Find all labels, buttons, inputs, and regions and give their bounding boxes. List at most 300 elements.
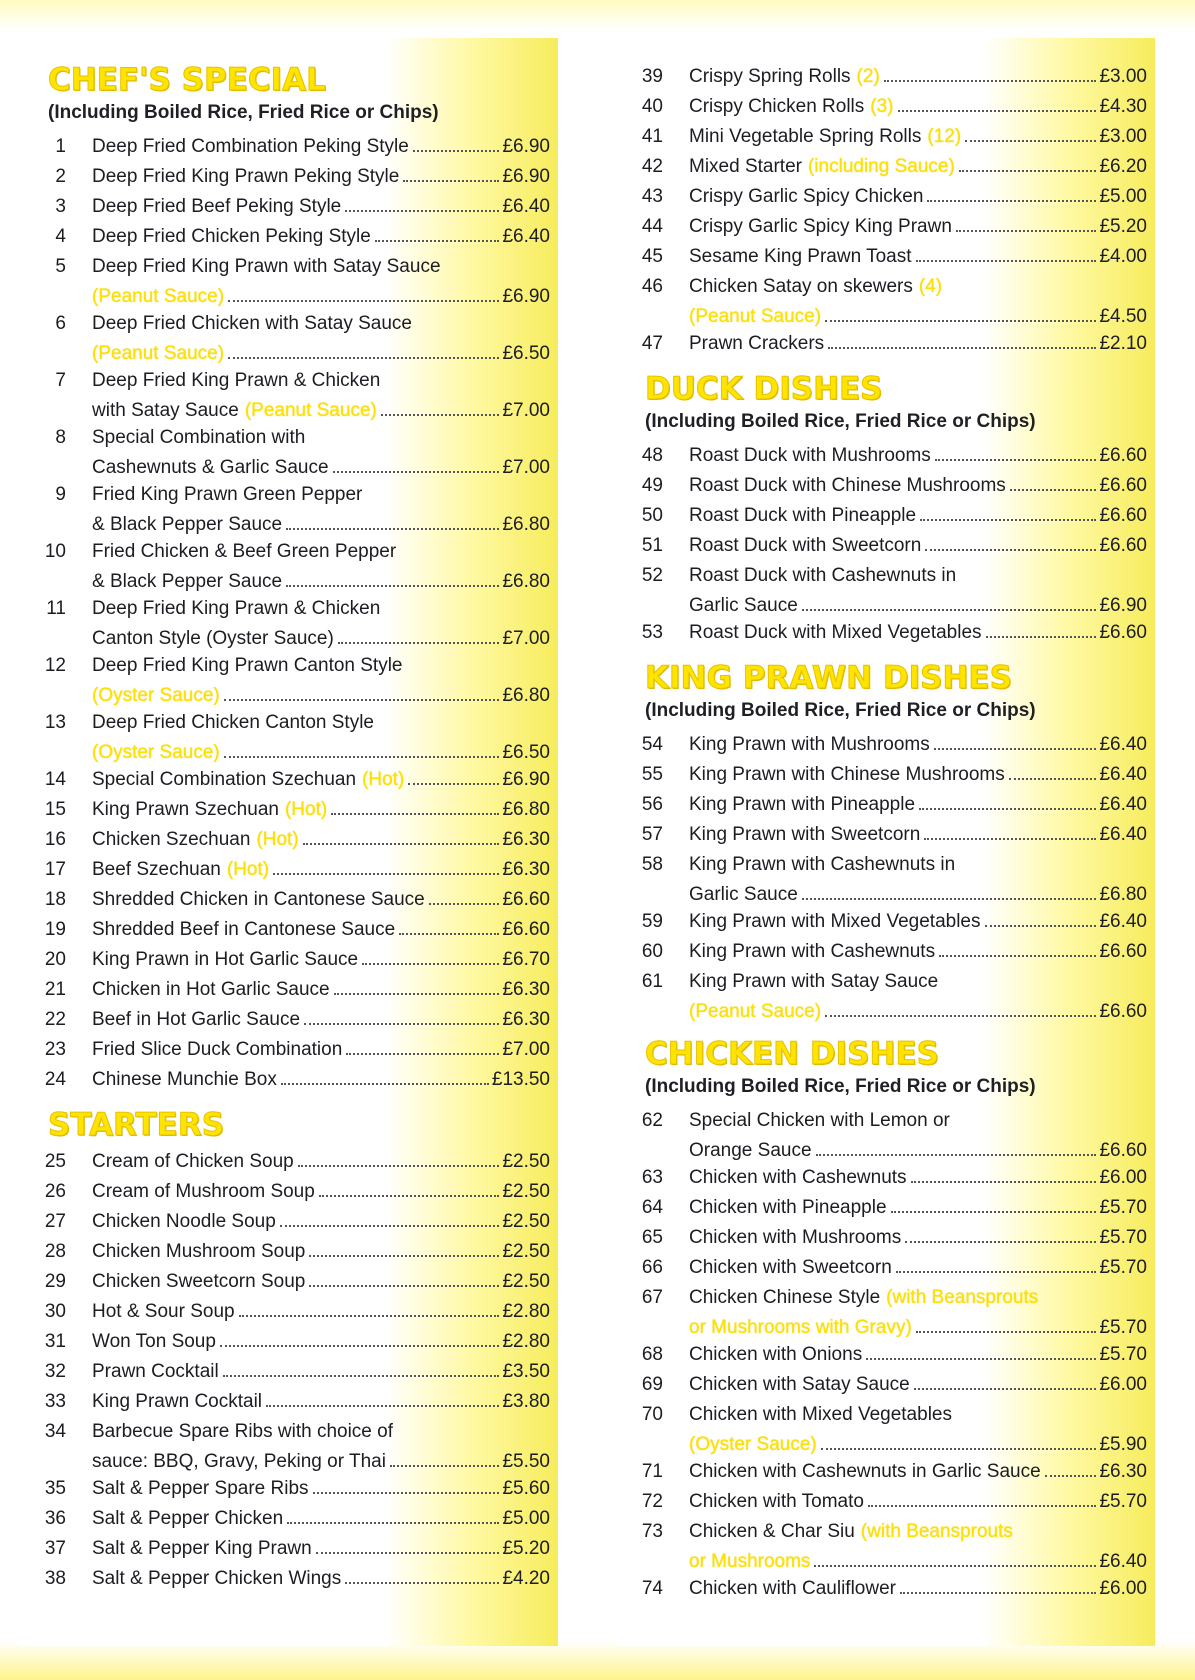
item-note: (4) — [918, 276, 943, 297]
item-number: 32 — [44, 1361, 66, 1382]
item-name: with Satay Sauce — [92, 400, 239, 421]
menu-item — [637, 242, 1147, 272]
item-name: Crispy Spring Rolls — [689, 66, 851, 87]
item-line — [92, 1267, 550, 1297]
menu-item — [40, 1237, 550, 1267]
item-price: £6.40 — [1099, 764, 1147, 785]
dot-leader — [280, 1225, 500, 1227]
item-name: Chicken with Mushrooms — [689, 1227, 902, 1248]
item-line — [92, 282, 550, 312]
item-price: £5.00 — [1099, 186, 1147, 207]
item-number: 8 — [55, 427, 66, 448]
item-name: King Prawn with Cashewnuts — [689, 941, 936, 962]
item-name: Special Combination Szechuan — [92, 769, 357, 790]
item-line — [92, 222, 550, 252]
menu-item — [40, 795, 550, 825]
item-number: 55 — [641, 764, 663, 785]
menu-item — [637, 1253, 1147, 1283]
item-line — [689, 471, 1147, 501]
item-number: 21 — [44, 979, 66, 1000]
item-number: 34 — [44, 1421, 66, 1442]
item-price: £6.40 — [1099, 734, 1147, 755]
item-price: £5.00 — [502, 1508, 550, 1529]
item-name: Chicken with Onions — [689, 1344, 863, 1365]
item-name: Roast Duck with Cashewnuts in — [689, 565, 957, 586]
dot-leader — [390, 1465, 500, 1467]
item-number: 41 — [641, 126, 663, 147]
item-number: 47 — [641, 333, 663, 354]
item-line — [92, 594, 550, 624]
item-name: sauce: BBQ, Gravy, Peking or Thai — [92, 1451, 386, 1472]
section-title: DUCK DISHES — [645, 371, 883, 407]
item-number: 70 — [641, 1404, 663, 1425]
menu-item — [637, 1223, 1147, 1253]
item-name: Cream of Mushroom Soup — [92, 1181, 315, 1202]
menu-item — [40, 1035, 550, 1065]
item-line — [689, 937, 1147, 967]
dot-leader — [828, 347, 1096, 349]
item-number: 54 — [641, 734, 663, 755]
item-line — [92, 396, 550, 426]
item-name: Mixed Starter — [689, 156, 802, 177]
menu-item — [637, 212, 1147, 242]
menu-item — [637, 907, 1147, 937]
item-line — [92, 855, 550, 885]
item-price: £3.00 — [1099, 66, 1147, 87]
item-name: Beef Szechuan — [92, 859, 221, 880]
dot-leader — [814, 1565, 1096, 1567]
dot-leader — [403, 180, 499, 182]
dot-leader — [313, 1492, 500, 1494]
item-name: King Prawn with Mixed Vegetables — [689, 911, 981, 932]
item-price: £4.00 — [1099, 246, 1147, 267]
item-number: 65 — [641, 1227, 663, 1248]
item-number: 26 — [44, 1181, 66, 1202]
item-number: 57 — [641, 824, 663, 845]
item-line — [92, 366, 550, 396]
item-price: £6.30 — [502, 859, 550, 880]
dot-leader — [924, 838, 1096, 840]
item-price: £6.50 — [502, 742, 550, 763]
item-number: 31 — [44, 1331, 66, 1352]
item-price: £6.20 — [1099, 156, 1147, 177]
item-number: 58 — [641, 854, 663, 875]
dot-leader — [286, 585, 499, 587]
item-name: Sesame King Prawn Toast — [689, 246, 912, 267]
item-note: (Peanut Sauce) — [92, 343, 225, 364]
item-price: £6.40 — [1099, 794, 1147, 815]
menu-item — [40, 855, 550, 885]
item-line — [689, 820, 1147, 850]
item-number: 52 — [641, 565, 663, 586]
item-name: Deep Fried Beef Peking Style — [92, 196, 342, 217]
item-number: 3 — [55, 196, 66, 217]
menu-item — [637, 62, 1147, 92]
item-line — [689, 272, 1147, 302]
item-name: & Black Pepper Sauce — [92, 514, 283, 535]
item-name: Salt & Pepper Spare Ribs — [92, 1478, 309, 1499]
item-price: £2.50 — [502, 1151, 550, 1172]
item-line — [689, 122, 1147, 152]
dot-leader — [309, 1285, 499, 1287]
item-name: Chicken with Tomato — [689, 1491, 864, 1512]
item-price: £2.50 — [502, 1241, 550, 1262]
item-number: 38 — [44, 1568, 66, 1589]
item-number: 67 — [641, 1287, 663, 1308]
menu-item — [40, 708, 550, 765]
item-line — [92, 1474, 550, 1504]
item-price: £6.40 — [1099, 1551, 1147, 1572]
menu-item — [40, 537, 550, 594]
item-line — [689, 182, 1147, 212]
item-price: £2.50 — [502, 1271, 550, 1292]
item-line — [92, 132, 550, 162]
item-number: 42 — [641, 156, 663, 177]
item-line — [92, 1207, 550, 1237]
dot-leader — [345, 210, 499, 212]
menu-item — [637, 329, 1147, 359]
dot-leader — [429, 903, 500, 905]
item-price: £6.30 — [502, 979, 550, 1000]
item-name: Chicken with Pineapple — [689, 1197, 887, 1218]
item-number: 45 — [641, 246, 663, 267]
item-number: 30 — [44, 1301, 66, 1322]
item-number: 62 — [641, 1110, 663, 1131]
item-name: Crispy Garlic Spicy King Prawn — [689, 216, 952, 237]
item-name: Deep Fried Chicken Peking Style — [92, 226, 371, 247]
dot-leader — [925, 549, 1096, 551]
item-name: Salt & Pepper Chicken Wings — [92, 1568, 342, 1589]
menu-item — [40, 1297, 550, 1327]
item-price: £6.80 — [1099, 884, 1147, 905]
item-name: King Prawn with Satay Sauce — [689, 971, 939, 992]
item-number: 60 — [641, 941, 663, 962]
item-line — [92, 567, 550, 597]
item-line — [689, 1517, 1147, 1547]
item-line — [92, 1065, 550, 1095]
item-name: King Prawn with Mushrooms — [689, 734, 930, 755]
menu-item — [637, 471, 1147, 501]
item-name: Fried Slice Duck Combination — [92, 1039, 343, 1060]
menu-item — [40, 1564, 550, 1594]
item-name: Salt & Pepper Chicken — [92, 1508, 284, 1529]
menu-item — [637, 937, 1147, 967]
item-price: £6.60 — [1099, 535, 1147, 556]
menu-item — [637, 1193, 1147, 1223]
dot-leader — [911, 1181, 1097, 1183]
item-note: (with Beansprouts — [860, 1521, 1013, 1542]
item-number: 46 — [641, 276, 663, 297]
item-line — [92, 1447, 550, 1477]
menu-item — [40, 1387, 550, 1417]
item-name: Chicken with Sweetcorn — [689, 1257, 892, 1278]
menu-item — [40, 1177, 550, 1207]
menu-item — [637, 1283, 1147, 1340]
menu-item — [637, 820, 1147, 850]
item-number: 15 — [44, 799, 66, 820]
item-line — [92, 1237, 550, 1267]
item-line — [92, 915, 550, 945]
dot-leader — [1009, 778, 1097, 780]
item-line — [92, 945, 550, 975]
item-price: £4.50 — [1099, 306, 1147, 327]
item-line — [689, 1223, 1147, 1253]
dot-leader — [919, 808, 1096, 810]
item-price: £4.20 — [502, 1568, 550, 1589]
item-line — [92, 1005, 550, 1035]
item-number: 24 — [44, 1069, 66, 1090]
menu-item — [637, 1106, 1147, 1163]
dot-leader — [802, 609, 1097, 611]
item-line — [689, 212, 1147, 242]
dot-leader — [884, 80, 1097, 82]
item-line — [689, 1163, 1147, 1193]
item-name: Chicken & Char Siu — [689, 1521, 855, 1542]
dot-leader — [319, 1195, 500, 1197]
item-price: £7.00 — [502, 1039, 550, 1060]
item-price: £6.90 — [502, 166, 550, 187]
dot-leader — [896, 1271, 1097, 1273]
item-number: 40 — [641, 96, 663, 117]
menu-item — [637, 850, 1147, 907]
item-line — [689, 1283, 1147, 1313]
item-number: 37 — [44, 1538, 66, 1559]
item-name: Chicken Satay on skewers — [689, 276, 913, 297]
item-note: (Oyster Sauce) — [689, 1434, 817, 1455]
item-name: Garlic Sauce — [689, 884, 798, 905]
item-price: £2.50 — [502, 1211, 550, 1232]
item-line — [689, 1340, 1147, 1370]
item-name: Chicken with Mixed Vegetables — [689, 1404, 952, 1425]
item-line — [689, 1313, 1147, 1343]
dot-leader — [408, 783, 499, 785]
item-line — [689, 242, 1147, 272]
item-number: 11 — [46, 598, 66, 619]
section-title: STARTERS — [48, 1107, 225, 1143]
item-line — [689, 1487, 1147, 1517]
dot-leader — [334, 993, 500, 995]
menu-item — [637, 790, 1147, 820]
item-name: King Prawn Szechuan — [92, 799, 279, 820]
item-line — [689, 790, 1147, 820]
item-name: Prawn Crackers — [689, 333, 825, 354]
item-price: £7.00 — [502, 628, 550, 649]
dot-leader — [965, 140, 1096, 142]
menu-item — [637, 1517, 1147, 1574]
item-name: Shredded Beef in Cantonese Sauce — [92, 919, 396, 940]
item-price: £6.60 — [1099, 505, 1147, 526]
dot-leader — [298, 1165, 500, 1167]
menu-item — [637, 501, 1147, 531]
dot-leader — [956, 230, 1097, 232]
item-name: Beef in Hot Garlic Sauce — [92, 1009, 301, 1030]
dot-leader — [273, 873, 499, 875]
item-number: 19 — [44, 919, 66, 940]
item-number: 12 — [44, 655, 66, 676]
item-name: Canton Style (Oyster Sauce) — [92, 628, 334, 649]
item-name: Won Ton Soup — [92, 1331, 216, 1352]
item-name: Deep Fried King Prawn Canton Style — [92, 655, 403, 676]
item-line — [689, 1136, 1147, 1166]
item-line — [92, 825, 550, 855]
item-note: (Oyster Sauce) — [92, 685, 220, 706]
dot-leader — [916, 1331, 1097, 1333]
section-title: CHEF'S SPECIAL — [48, 62, 326, 98]
item-name: Roast Duck with Chinese Mushrooms — [689, 475, 1006, 496]
item-number: 73 — [641, 1521, 663, 1542]
item-note: (2) — [856, 66, 880, 87]
dot-leader — [399, 933, 499, 935]
item-number: 74 — [641, 1578, 663, 1599]
item-line — [92, 1035, 550, 1065]
menu-item — [637, 1487, 1147, 1517]
menu-item — [637, 1163, 1147, 1193]
item-price: £6.60 — [1099, 1001, 1147, 1022]
item-name: Chicken with Cashewnuts — [689, 1167, 907, 1188]
item-number: 50 — [641, 505, 663, 526]
item-line — [689, 92, 1147, 122]
dot-leader — [1045, 1475, 1097, 1477]
section-subtitle: (Including Boiled Rice, Fried Rice or Chips) — [645, 411, 1036, 432]
menu-item — [637, 272, 1147, 329]
menu-item — [637, 1340, 1147, 1370]
item-line — [689, 1574, 1147, 1604]
dot-leader — [866, 1358, 1096, 1360]
item-line — [689, 850, 1147, 880]
item-price: £5.70 — [1099, 1197, 1147, 1218]
menu-item — [40, 1065, 550, 1095]
menu-column-right — [615, 38, 1155, 1646]
item-price: £6.80 — [502, 685, 550, 706]
item-price: £6.40 — [1099, 911, 1147, 932]
item-number: 35 — [44, 1478, 66, 1499]
item-line — [92, 681, 550, 711]
dot-leader — [920, 519, 1096, 521]
item-name: King Prawn with Chinese Mushrooms — [689, 764, 1005, 785]
item-note: (Hot) — [362, 769, 405, 790]
item-line — [92, 309, 550, 339]
item-note: (Peanut Sauce) — [244, 400, 377, 421]
item-line — [92, 651, 550, 681]
item-price: £6.90 — [502, 769, 550, 790]
item-name: Deep Fried King Prawn Peking Style — [92, 166, 400, 187]
item-name: Chicken with Cauliflower — [689, 1578, 896, 1599]
menu-item — [40, 975, 550, 1005]
item-name: Roast Duck with Pineapple — [689, 505, 917, 526]
dot-leader — [345, 1582, 499, 1584]
dot-leader — [304, 1023, 499, 1025]
item-price: £6.30 — [502, 829, 550, 850]
item-name: Deep Fried King Prawn with Satay Sauce — [92, 256, 441, 277]
item-number: 18 — [44, 889, 66, 910]
item-number: 53 — [641, 622, 663, 643]
item-price: £6.80 — [502, 571, 550, 592]
dot-leader — [375, 240, 500, 242]
item-line — [92, 1417, 550, 1447]
item-number: 51 — [641, 535, 663, 556]
item-price: £5.70 — [1099, 1317, 1147, 1338]
item-price: £6.00 — [1099, 1374, 1147, 1395]
dot-leader — [825, 1015, 1096, 1017]
item-price: £6.30 — [502, 1009, 550, 1030]
item-name: Fried Chicken & Beef Green Pepper — [92, 541, 397, 562]
item-price: £6.70 — [502, 949, 550, 970]
item-line — [92, 192, 550, 222]
item-price: £5.20 — [1099, 216, 1147, 237]
dot-leader — [228, 300, 499, 302]
item-name: Chicken Mushroom Soup — [92, 1241, 306, 1262]
item-line — [689, 62, 1147, 92]
item-line — [92, 738, 550, 768]
item-line — [92, 339, 550, 369]
section-subtitle: (Including Boiled Rice, Fried Rice or Chips) — [645, 700, 1036, 721]
item-price: £3.00 — [1099, 126, 1147, 147]
item-name: Prawn Cocktail — [92, 1361, 219, 1382]
item-price: £5.60 — [502, 1478, 550, 1499]
dot-leader — [986, 636, 1097, 638]
dot-leader — [309, 1255, 499, 1257]
item-line — [689, 329, 1147, 359]
dot-leader — [413, 150, 500, 152]
item-note: or Mushrooms with Gravy) — [689, 1317, 912, 1338]
item-number: 22 — [44, 1009, 66, 1030]
dot-leader — [362, 963, 499, 965]
dot-leader — [220, 1345, 500, 1347]
item-name: Roast Duck with Sweetcorn — [689, 535, 922, 556]
dot-leader — [333, 471, 500, 473]
item-number: 2 — [55, 166, 66, 187]
item-line — [689, 907, 1147, 937]
item-name: Chicken with Satay Sauce — [689, 1374, 910, 1395]
dot-leader — [338, 642, 500, 644]
item-price: £6.60 — [502, 889, 550, 910]
dot-leader — [935, 459, 1097, 461]
item-price: £6.60 — [1099, 622, 1147, 643]
menu-item — [637, 1457, 1147, 1487]
item-line — [92, 975, 550, 1005]
menu-item — [40, 222, 550, 252]
section-title: CHICKEN DISHES — [645, 1036, 939, 1072]
item-line — [92, 423, 550, 453]
item-line — [689, 501, 1147, 531]
item-number: 56 — [641, 794, 663, 815]
item-name: Chicken Noodle Soup — [92, 1211, 276, 1232]
menu-item — [637, 441, 1147, 471]
section-subtitle: (Including Boiled Rice, Fried Rice or Chips) — [48, 102, 439, 123]
item-line — [92, 537, 550, 567]
menu-item — [637, 182, 1147, 212]
item-line — [92, 162, 550, 192]
item-price: £6.00 — [1099, 1167, 1147, 1188]
item-line — [92, 1504, 550, 1534]
item-name: Deep Fried King Prawn & Chicken — [92, 370, 381, 391]
item-price: £5.70 — [1099, 1491, 1147, 1512]
item-line — [92, 624, 550, 654]
item-number: 28 — [44, 1241, 66, 1262]
dot-leader — [1010, 489, 1097, 491]
item-price: £5.70 — [1099, 1344, 1147, 1365]
item-number: 71 — [641, 1461, 663, 1482]
menu-item — [40, 480, 550, 537]
item-name: Deep Fried King Prawn & Chicken — [92, 598, 381, 619]
menu-item — [637, 760, 1147, 790]
item-price: £6.80 — [502, 514, 550, 535]
dot-leader — [331, 813, 499, 815]
dot-leader — [286, 528, 499, 530]
item-number: 68 — [641, 1344, 663, 1365]
item-line — [689, 302, 1147, 332]
dot-leader — [900, 1592, 1096, 1594]
